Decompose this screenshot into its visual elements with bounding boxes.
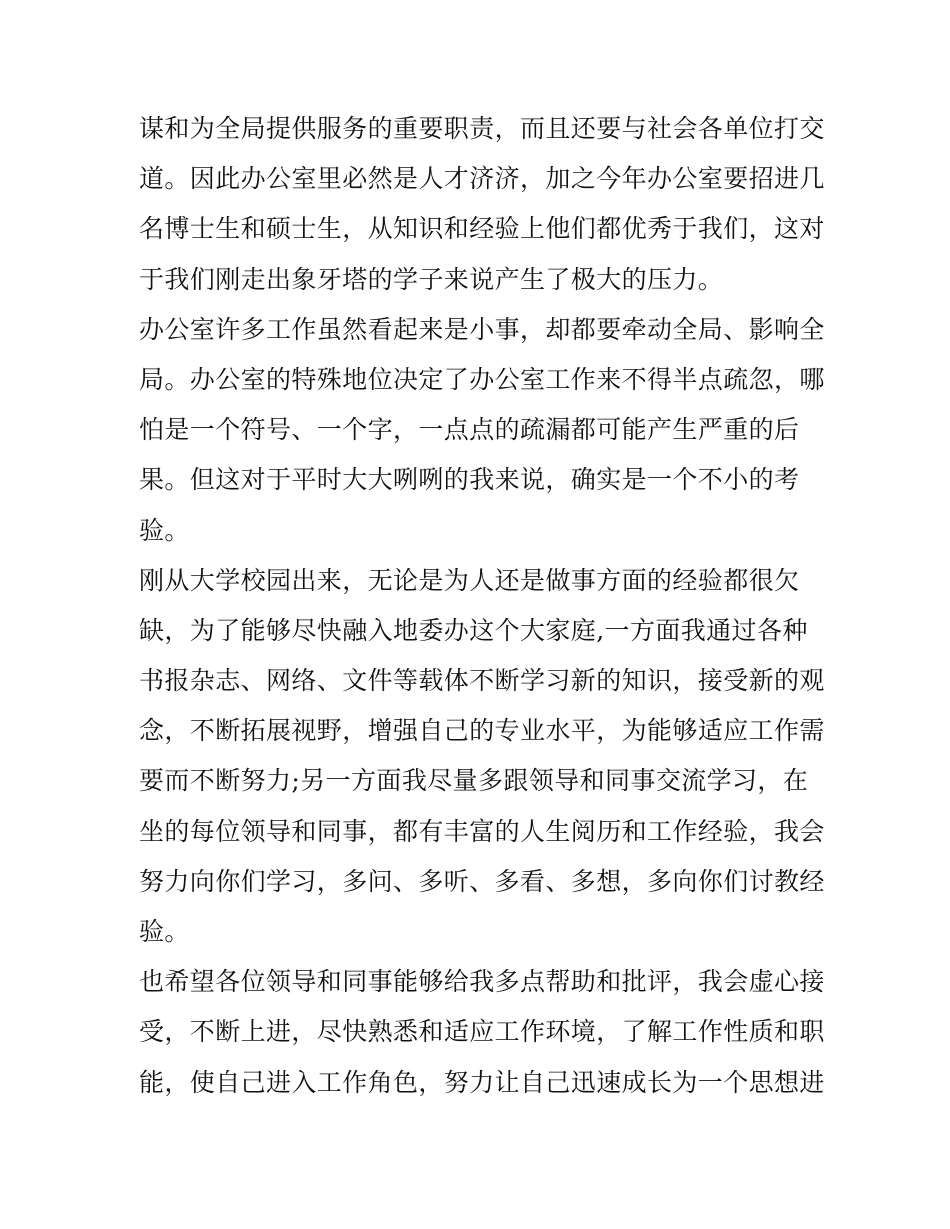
paragraph-4	[139, 957, 825, 1108]
paragraph-1	[139, 104, 825, 305]
document-body	[139, 104, 825, 1108]
text-line: 果。但这对于平时大大咧咧的我来说，确实是一个不小的考	[139, 465, 800, 495]
text-line: 要而不断努力;另一方面我尽量多跟领导和同事交流学习，在	[139, 766, 809, 796]
paragraph-2	[139, 305, 825, 556]
text-line: 局。办公室的特殊地位决定了办公室工作来不得半点疏忽，哪	[139, 364, 825, 394]
text-line: 坐的每位领导和同事，都有丰富的人生阅历和工作经验，我会	[139, 816, 825, 846]
text-line: 怕是一个符号、一个字，一点点的疏漏都可能产生严重的后	[139, 415, 800, 445]
text-line: 能，使自己进入工作角色，努力让自己迅速成长为一个思想进	[139, 1067, 825, 1097]
paragraph-3	[139, 556, 825, 958]
text-line: 谋和为全局提供服务的重要职责，而且还要与社会各单位打交	[139, 114, 825, 143]
text-line: 验。	[139, 917, 190, 946]
text-line: 刚从大学校园出来，无论是为人还是做事方面的经验都很欠	[139, 565, 800, 595]
text-line: 于我们刚走出象牙塔的学子来说产生了极大的压力。	[139, 264, 724, 294]
text-line: 也希望各位领导和同事能够给我多点帮助和批评，我会虚心接	[139, 967, 825, 997]
text-line: 念，不断拓展视野，增强自己的专业水平，为能够适应工作需	[139, 716, 825, 746]
text-line: 验。	[139, 515, 190, 545]
text-line: 努力向你们学习，多问、多听、多看、多想，多向你们讨教经	[139, 866, 825, 896]
text-line: 书报杂志、网络、文件等载体不断学习新的知识，接受新的观	[139, 666, 825, 696]
text-line: 缺，为了能够尽快融入地委办这个大家庭,一方面我通过各种	[139, 615, 808, 645]
text-line: 名博士生和硕士生，从知识和经验上他们都优秀于我们，这对	[139, 214, 825, 244]
text-line: 受，不断上进，尽快熟悉和适应工作环境，了解工作性质和职	[139, 1017, 825, 1047]
text-line: 道。因此办公室里必然是人才济济，加之今年办公室要招进几	[139, 164, 825, 194]
text-line: 办公室许多工作虽然看起来是小事，却都要牵动全局、影响全	[139, 314, 825, 344]
